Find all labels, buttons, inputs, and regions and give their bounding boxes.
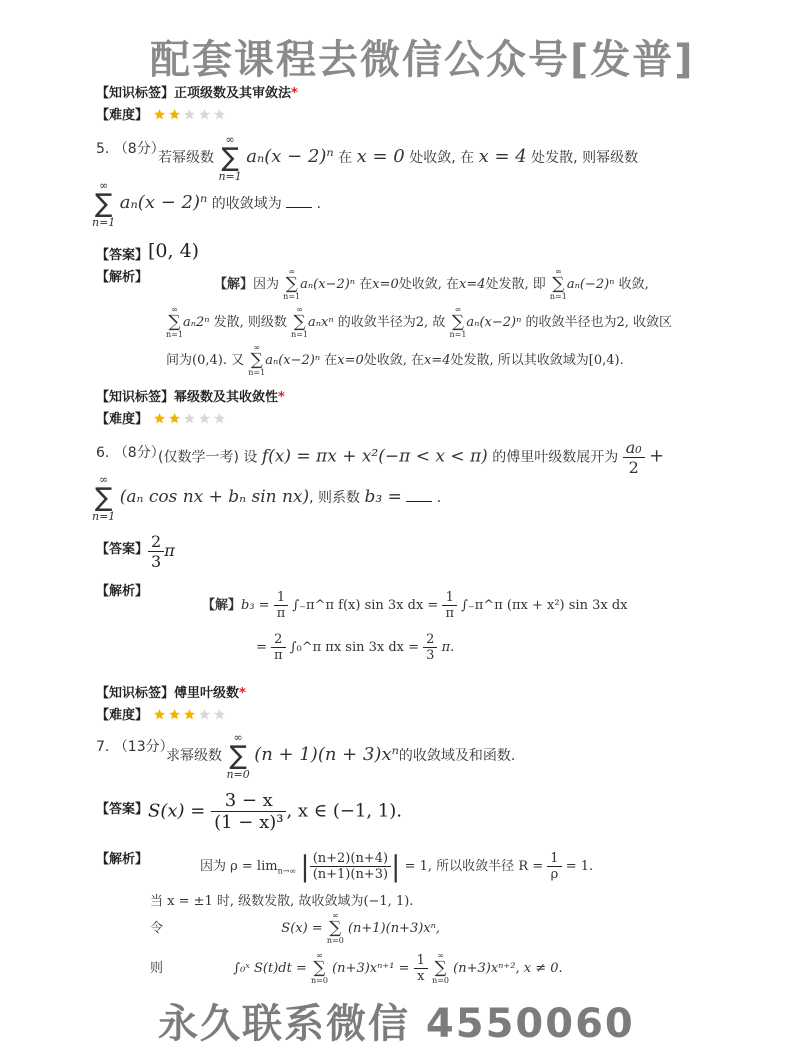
pi-symbol: π — [164, 541, 175, 560]
star-filled-icon — [168, 412, 181, 425]
answer-fraction — [148, 532, 164, 571]
q5-series-term: aₙ(x − 2)ⁿ — [119, 192, 208, 213]
star-empty-icon — [198, 108, 211, 121]
question-7-line-1 — [166, 732, 515, 780]
knowledge-tag-text: 正项级数及其审敛法 — [174, 86, 292, 101]
star-filled-icon — [153, 708, 166, 721]
sol5-x4: x=4 — [458, 277, 486, 292]
answer-7-fraction — [211, 790, 286, 833]
frac-den: (1 − x)³ — [214, 812, 284, 833]
sigma-symbol: ∞ ∑ n=1 — [291, 305, 309, 339]
analysis-label-6: 【解析】 — [96, 584, 149, 599]
answer-blank — [286, 207, 312, 208]
star-empty-icon — [183, 412, 196, 425]
difficulty-row-2 — [96, 408, 228, 427]
sigma-symbol: ∞ ∑ n=0 — [326, 911, 344, 945]
answer-blank — [406, 501, 432, 502]
required-asterisk: * — [291, 86, 298, 101]
sigma-symbol: ∞ ∑ n=1 — [449, 305, 467, 339]
sol6-end: π. — [441, 640, 455, 655]
solution-jie-label: 【解】 — [202, 598, 242, 613]
sol7-text: = 1, 所以收敛半径 R = — [404, 859, 544, 874]
sol5-text: 在 — [359, 277, 373, 292]
fraction-2-over-pi — [271, 632, 286, 663]
sol5-text: 处发散, 所以其收敛域为[0,4). — [450, 353, 624, 368]
frac-den: (n+1)(n+3) — [312, 867, 389, 882]
question-number: 6. — [96, 445, 110, 461]
solution-5-line-1 — [214, 268, 649, 301]
star-empty-icon — [198, 708, 211, 721]
analysis-label-5: 【解析】 — [96, 270, 149, 285]
answer-label-6: 【答案】 — [96, 542, 149, 557]
sol6-lhs: b₃ = — [241, 598, 270, 613]
sum-lower: n=1 — [218, 170, 242, 183]
q7-series-term: (n + 1)(n + 3)xⁿ — [254, 744, 399, 765]
watermark-bottom: 永久联系微信 4550060 — [158, 1001, 635, 1047]
difficulty-label: 【难度】 — [96, 108, 149, 123]
sigma-symbol: ∞ ∑ n=1 — [248, 343, 266, 377]
question-number: 7. — [96, 739, 110, 755]
q6-b3: b₃ = — [364, 487, 402, 507]
knowledge-tag-row-3 — [96, 682, 246, 701]
lim-subscript: n→∞ — [277, 866, 297, 876]
fraction-2-over-3 — [423, 632, 437, 663]
solution-7-line-1: 因为 $\rho = \lim_{n\to\infty}$ | $\frac{(n+2)(n+4)}{(n+1)(n+3)}$ | = 1, 所以收敛半径 R = $\frac{1}{\rho}$ = 1. — [200, 850, 594, 883]
sol5-term3: aₙ2ⁿ — [182, 315, 210, 330]
question-6-line-2: ∞ ∑ n=1 (aₙ cos nx + bₙ sin nx), 则系数 b₃ = . — [92, 473, 442, 523]
knowledge-tag-row-1 — [96, 82, 298, 101]
sol5-text: 因为 — [253, 277, 280, 292]
sol7-text: 因为 ρ = lim — [200, 859, 278, 874]
star-empty-icon — [213, 108, 226, 121]
q7-text-2: 的收敛域及和函数. — [398, 748, 516, 764]
answer-label-7: 【答案】 — [96, 802, 149, 817]
solution-7-line-4 — [150, 952, 563, 985]
sol5-x0: x=0 — [337, 353, 364, 368]
sol5-text: 处发散, 即 — [485, 277, 546, 292]
sol5-term4: aₙxⁿ — [308, 315, 334, 330]
sol5-term: aₙ(x−2)ⁿ — [466, 315, 522, 330]
star-empty-icon — [198, 412, 211, 425]
sol7-s-of-x: S(x) = — [281, 921, 323, 936]
sol5-term: aₙ(x−2)ⁿ — [265, 353, 321, 368]
sigma-symbol: ∞ ∑ n=1 — [549, 267, 567, 301]
fraction-1-over-pi — [442, 590, 457, 621]
q6-text-3: , 则系数 — [309, 490, 361, 506]
star-empty-icon — [183, 108, 196, 121]
sum-lower: n=1 — [92, 510, 116, 523]
sol7-text: = 1. — [565, 859, 594, 874]
q5-text-4: 处发散, 则幂级数 — [531, 150, 639, 166]
sigma-symbol: ∞ ∑ n=1 — [283, 267, 301, 301]
solution-7-line-3 — [150, 912, 440, 945]
answer-label-5: 【答案】 — [96, 248, 149, 263]
question-5-line-1 — [158, 134, 638, 182]
sol6-integral-2: ∫₋π^π (πx + x²) sin 3x dx — [461, 598, 628, 613]
knowledge-tag-text: 幂级数及其收敛性 — [174, 390, 279, 405]
answer-6-value — [148, 532, 175, 571]
knowledge-label: 【知识标签】 — [96, 686, 175, 701]
sigma-symbol: ∞ ∑ n=0 — [226, 731, 250, 781]
fraction-1-over-rho — [547, 851, 561, 882]
sigma-symbol: ∞ ∑ n=0 — [432, 951, 450, 985]
fraction-a0-over-2 — [623, 438, 645, 477]
question-number: 5. — [96, 141, 110, 157]
frac-num: 1 — [442, 590, 457, 606]
sigma-symbol: ∞ ∑ n=1 — [92, 473, 116, 523]
q6-series: (aₙ cos nx + bₙ sin nx) — [119, 487, 310, 507]
q6-text-2: 的傅里叶级数展开为 — [492, 449, 619, 466]
sol5-x0: x=0 — [372, 277, 399, 292]
star-empty-icon — [213, 708, 226, 721]
frac-num: 2 — [148, 532, 164, 552]
watermark-top: 配套课程去微信公众号[发普] — [150, 37, 695, 83]
answer-7-value — [148, 790, 402, 833]
sum-upper: ∞ — [225, 133, 235, 146]
sol5-text: 处收敛, 在 — [398, 277, 459, 292]
q5-series-term: aₙ(x − 2)ⁿ — [246, 146, 334, 167]
q5-cond-1: x = 0 — [356, 146, 405, 167]
required-asterisk: * — [239, 686, 246, 701]
solution-5-line-2 — [166, 306, 672, 339]
q5-text-1: 若幂级数 — [158, 150, 214, 166]
sol7-text: 则 — [150, 961, 164, 976]
frac-den: π — [276, 606, 286, 621]
question-score: （8分） — [113, 141, 165, 157]
frac-num: 1 — [274, 590, 289, 606]
q6-function: f(x) = πx + x²(−π < x < π) — [261, 446, 488, 467]
sol5-text: 处收敛, 在 — [363, 353, 425, 368]
star-empty-icon — [213, 412, 226, 425]
question-score: （8分） — [113, 445, 165, 461]
difficulty-stars — [153, 108, 228, 123]
frac-den: x — [417, 969, 425, 984]
sol5-term2: aₙ(−2)ⁿ — [566, 277, 615, 292]
question-6-number — [96, 442, 165, 462]
q5-cond-2: x = 4 — [478, 146, 527, 167]
q5-text-3: 处收敛, 在 — [409, 150, 475, 166]
frac-num: 2 — [423, 632, 437, 648]
frac-num: 3 − x — [211, 790, 286, 812]
knowledge-label: 【知识标签】 — [96, 86, 175, 101]
star-filled-icon — [168, 708, 181, 721]
solution-6-line-1 — [202, 590, 627, 621]
sol7-integral: ∫₀ˣ S(t)dt = — [233, 961, 307, 976]
star-filled-icon — [168, 108, 181, 121]
difficulty-stars — [153, 708, 228, 723]
answer-5-value: [0, 4) — [148, 240, 200, 262]
question-5-number — [96, 138, 165, 158]
frac-num: 2 — [271, 632, 286, 648]
q7-text-1: 求幂级数 — [166, 748, 222, 764]
frac-den: π — [445, 606, 455, 621]
star-filled-icon — [183, 708, 196, 721]
sol7-text: 令 — [150, 921, 164, 936]
sol5-text: 发散, 则级数 — [213, 315, 287, 330]
q5-text-5: 的收敛域为 — [211, 196, 282, 212]
star-filled-icon — [153, 108, 166, 121]
sol5-text: 收敛, — [618, 277, 649, 292]
sol6-integral-1: ∫₋π^π f(x) sin 3x dx = — [292, 598, 439, 613]
difficulty-label: 【难度】 — [96, 708, 149, 723]
question-6-line-1 — [158, 438, 664, 477]
sol5-text: 的收敛半径也为2, 收敛区 — [525, 315, 673, 330]
difficulty-row-3 — [96, 704, 228, 723]
knowledge-tag-row-2 — [96, 386, 285, 405]
sigma-symbol: ∞ ∑ n=1 — [218, 133, 242, 183]
solution-6-line-2: = $\frac{2}{\pi}$ ∫₀^π πx sin 3x dx = $\frac{2}{3}$ π. — [256, 632, 455, 663]
difficulty-row-1 — [96, 104, 228, 123]
star-filled-icon — [153, 412, 166, 425]
sol7-term: (n+3)xⁿ⁺², x ≠ 0. — [453, 961, 563, 976]
sol5-text: 在 — [324, 353, 338, 368]
frac-den: ρ — [550, 867, 559, 882]
answer-7-lhs: S(x) = — [148, 800, 206, 822]
sol6-integral-3: ∫₀^π πx sin 3x dx = — [289, 640, 420, 655]
required-asterisk: * — [278, 390, 285, 405]
q5-text-2: 在 — [338, 150, 353, 166]
frac-den: 3 — [426, 648, 435, 663]
question-5-line-2: ∞ ∑ n=1 aₙ(x − 2)ⁿ 的收敛域为 . — [92, 179, 322, 229]
plus-sign: + — [649, 445, 665, 467]
solution-5-line-3 — [166, 344, 624, 377]
sol7-term: (n+3)xⁿ⁺¹ = — [332, 961, 410, 976]
frac-num: a₀ — [623, 438, 645, 458]
fraction-1-over-x — [414, 953, 428, 984]
q6-text-1: (仅数学一考) 设 — [158, 449, 258, 466]
solution-7-line-2: 当 x = ±1 时, 级数发散, 故收敛域为(−1, 1). — [150, 894, 414, 909]
sigma-symbol: ∞ ∑ n=1 — [166, 305, 183, 339]
frac-num: 1 — [547, 851, 561, 867]
difficulty-label: 【难度】 — [96, 412, 149, 427]
frac-num: 1 — [414, 953, 428, 969]
sol7-term: (n+1)(n+3)xⁿ, — [347, 921, 441, 936]
sum-lower: n=0 — [226, 768, 250, 781]
fraction-1-over-pi — [274, 590, 289, 621]
sum-upper: ∞ — [99, 179, 109, 192]
sol5-term: aₙ(x−2)ⁿ — [300, 277, 356, 292]
sol5-x4: x=4 — [424, 353, 451, 368]
frac-num: (n+2)(n+4) — [310, 851, 391, 867]
answer-7-rhs: , x ∈ (−1, 1). — [286, 800, 403, 822]
knowledge-tag-text: 傅里叶级数 — [174, 686, 240, 701]
frac-den: 3 — [151, 552, 162, 571]
solution-jie-label: 【解】 — [214, 277, 254, 292]
sum-upper: ∞ — [99, 473, 109, 486]
analysis-label-7: 【解析】 — [96, 852, 149, 867]
sigma-symbol: ∞ ∑ n=0 — [311, 951, 328, 985]
frac-den: π — [274, 648, 283, 663]
knowledge-label: 【知识标签】 — [96, 390, 175, 405]
frac-den: 2 — [628, 458, 639, 477]
sol5-text: 间为(0,4). 又 — [166, 353, 245, 368]
question-score: （13分） — [113, 739, 174, 755]
ratio-fraction — [310, 851, 391, 882]
sum-lower: n=1 — [92, 216, 116, 229]
question-7-number — [96, 736, 174, 756]
difficulty-stars — [153, 412, 228, 427]
sum-upper: ∞ — [233, 731, 243, 744]
sigma-symbol: ∞ ∑ n=1 — [92, 179, 116, 229]
sol5-text: 的收敛半径为2, 故 — [337, 315, 446, 330]
